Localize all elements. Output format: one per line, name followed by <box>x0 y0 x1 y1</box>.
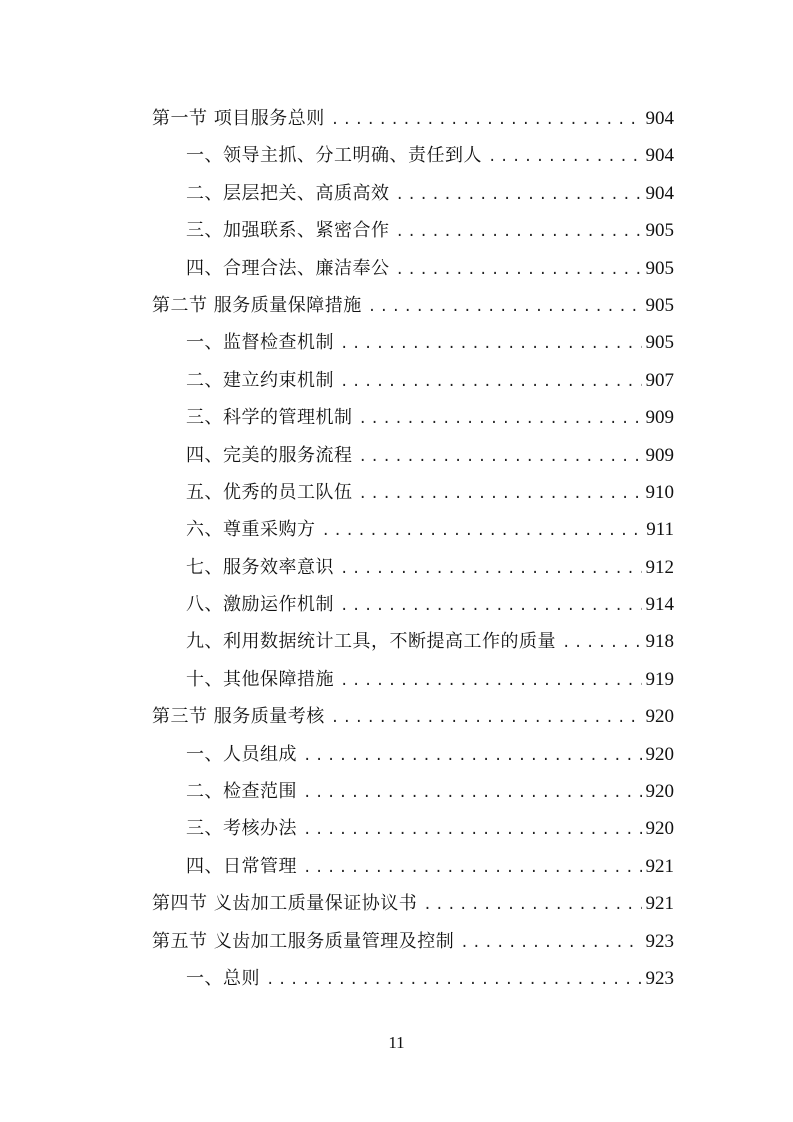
toc-entry[interactable] <box>152 137 674 174</box>
toc-dot-leader <box>340 588 642 625</box>
toc-entry[interactable] <box>152 511 674 548</box>
toc-entry-title: 一、监督检查机制 <box>186 332 334 354</box>
toc-entry[interactable] <box>152 399 674 436</box>
toc-entry-page: 920 <box>645 781 674 803</box>
toc-entry-page: 904 <box>645 145 674 167</box>
toc-entry-title: 第五节 义齿加工服务质量管理及控制 <box>152 930 455 952</box>
toc-entry[interactable] <box>152 549 674 586</box>
toc-entry-title: 一、人员组成 <box>186 743 297 765</box>
toc-dot-leader <box>340 551 642 588</box>
toc-entry-page: 904 <box>645 108 674 129</box>
toc-dot-leader <box>322 513 643 550</box>
toc-entry[interactable] <box>152 250 674 287</box>
toc-entry[interactable] <box>152 586 674 623</box>
toc-entry-title: 第二节 服务质量保障措施 <box>152 294 362 316</box>
toc-entry-title: 一、领导主抓、分工明确、责任到人 <box>186 145 482 167</box>
toc-entry-title: 十、其他保障措施 <box>186 668 334 690</box>
toc-dot-leader <box>331 102 642 139</box>
toc-entry-title: 四、完美的服务流程 <box>186 444 353 466</box>
toc-entry-title: 六、尊重采购方 <box>186 519 316 541</box>
toc-entry-page: 905 <box>645 257 674 279</box>
page-number: 11 <box>388 1033 405 1052</box>
toc-dot-leader <box>303 738 642 775</box>
toc-entry[interactable] <box>152 324 674 361</box>
toc-entry[interactable] <box>152 362 674 399</box>
toc-entry[interactable] <box>152 175 674 212</box>
toc-dot-leader <box>340 326 642 363</box>
toc-entry-page: 910 <box>645 481 674 503</box>
toc-entry-title: 七、服务效率意识 <box>186 556 334 578</box>
toc-dot-leader <box>303 850 642 887</box>
toc-entry-page: 920 <box>645 818 674 840</box>
toc-entry-title: 八、激励运作机制 <box>186 594 334 616</box>
table-of-contents <box>152 100 674 997</box>
toc-dot-leader <box>331 700 642 737</box>
toc-entry[interactable] <box>152 661 674 698</box>
toc-entry[interactable] <box>152 212 674 249</box>
toc-entry[interactable] <box>152 848 674 885</box>
toc-entry[interactable] <box>152 474 674 511</box>
toc-entry[interactable] <box>152 923 674 960</box>
toc-entry-title: 第三节 服务质量考核 <box>152 706 325 728</box>
toc-entry-page: 905 <box>645 332 674 354</box>
toc-entry[interactable] <box>152 773 674 810</box>
toc-dot-leader <box>303 775 642 812</box>
toc-entry[interactable] <box>152 100 674 137</box>
toc-entry-page: 909 <box>645 444 674 466</box>
toc-entry-title: 九、利用数据统计工具，不断提高工作的质量 <box>186 631 556 653</box>
toc-entry[interactable] <box>152 960 674 997</box>
toc-entry-page: 905 <box>645 220 674 242</box>
toc-entry-title: 第四节 义齿加工质量保证协议书 <box>152 893 418 915</box>
toc-entry-title: 二、层层把关、高质高效 <box>186 182 390 204</box>
toc-entry-page: 920 <box>645 706 674 728</box>
toc-entry-page: 921 <box>645 893 674 915</box>
toc-entry-page: 911 <box>646 519 674 541</box>
toc-entry-page: 907 <box>645 369 674 391</box>
toc-entry[interactable] <box>152 736 674 773</box>
toc-dot-leader <box>396 252 642 289</box>
toc-dot-leader <box>359 476 642 513</box>
toc-entry-title: 二、建立约束机制 <box>186 369 334 391</box>
toc-entry-page: 921 <box>645 855 674 877</box>
toc-dot-leader <box>303 812 642 849</box>
toc-entry-page: 914 <box>645 594 674 616</box>
toc-dot-leader <box>423 887 641 924</box>
toc-entry-title: 三、考核办法 <box>186 818 297 840</box>
toc-dot-leader <box>562 625 642 662</box>
toc-dot-leader <box>488 139 642 176</box>
toc-entry-title: 五、优秀的员工队伍 <box>186 481 353 503</box>
toc-entry-page: 923 <box>645 967 674 989</box>
toc-dot-leader <box>396 214 642 251</box>
toc-entry[interactable] <box>152 623 674 660</box>
toc-entry-title: 四、合理合法、廉洁奉公 <box>186 257 390 279</box>
toc-dot-leader <box>368 289 642 326</box>
toc-entry-page: 919 <box>645 668 674 690</box>
toc-entry-page: 905 <box>645 294 674 316</box>
toc-dot-leader <box>340 364 642 401</box>
toc-entry-page: 904 <box>645 182 674 204</box>
toc-dot-leader <box>396 177 642 214</box>
toc-entry-title: 三、加强联系、紧密合作 <box>186 220 390 242</box>
toc-entry-page: 923 <box>645 930 674 952</box>
toc-entry[interactable] <box>152 698 674 735</box>
toc-entry[interactable] <box>152 810 674 847</box>
toc-entry[interactable] <box>152 287 674 324</box>
toc-entry-page: 912 <box>645 556 674 578</box>
toc-entry[interactable] <box>152 437 674 474</box>
toc-entry-page: 909 <box>645 407 674 429</box>
toc-entry-title: 四、日常管理 <box>186 855 297 877</box>
toc-dot-leader <box>460 925 641 962</box>
toc-entry-title: 一、总则 <box>186 967 260 989</box>
toc-entry-title: 三、科学的管理机制 <box>186 407 353 429</box>
toc-dot-leader <box>359 401 642 438</box>
toc-entry[interactable] <box>152 885 674 922</box>
toc-dot-leader <box>359 439 642 476</box>
toc-dot-leader <box>266 962 642 999</box>
toc-entry-title: 二、检查范围 <box>186 781 297 803</box>
toc-entry-title: 第一节 项目服务总则 <box>152 108 325 129</box>
toc-entry-page: 918 <box>645 631 674 653</box>
toc-dot-leader <box>340 663 642 700</box>
toc-entry-page: 920 <box>645 743 674 765</box>
